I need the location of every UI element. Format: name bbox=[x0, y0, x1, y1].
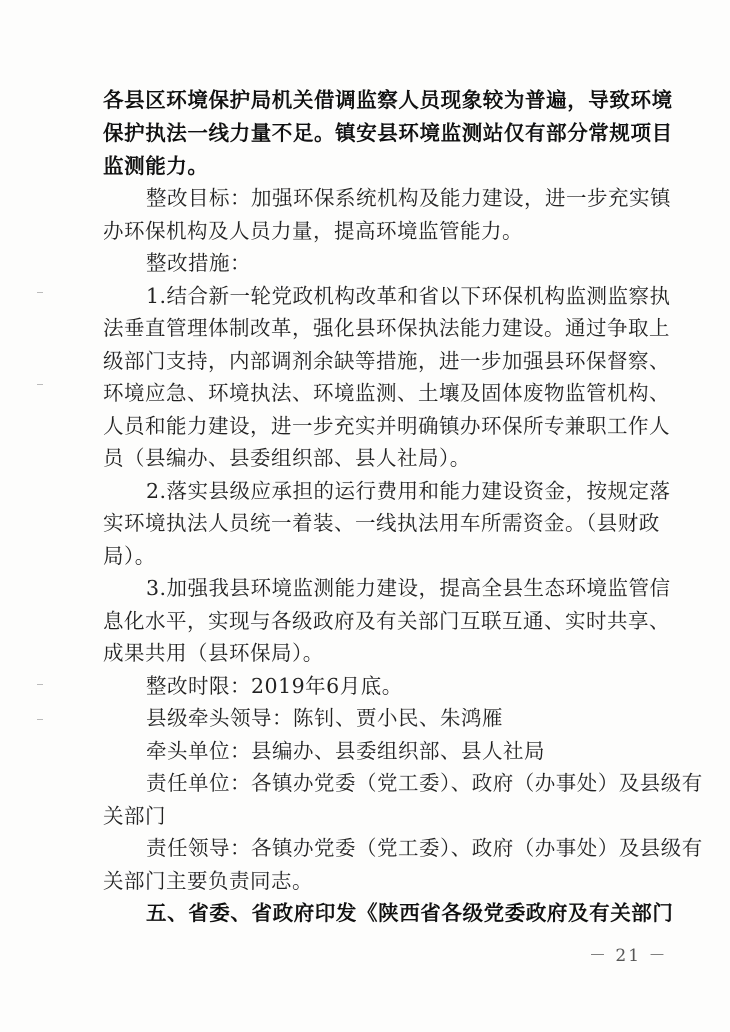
county-leaders: 县级牵头领导：陈钊、贾小民、朱鸿雁 bbox=[146, 706, 503, 730]
body-line: 监测能力。 bbox=[103, 154, 209, 178]
body-line: 保护执法一线力量不足。镇安县环境监测站仅有部分常规项目 bbox=[103, 121, 673, 145]
body-line: 息化水平，实现与各级政府及有关部门互联互通、实时共享、 bbox=[103, 609, 670, 633]
deadline: 整改时限：2019年6月底。 bbox=[146, 674, 403, 698]
body-line: 人员和能力建设，进一步充实并明确镇办环保所专兼职工作人 bbox=[103, 414, 670, 438]
body-line: 关部门 bbox=[103, 804, 166, 828]
rectification-goal: 整改目标：加强环保系统机构及能力建设，进一步充实镇 bbox=[146, 186, 671, 210]
margin-mark bbox=[37, 719, 43, 720]
body-line: 环境应急、环境执法、环境监测、土壤及固体废物监管机构、 bbox=[103, 381, 670, 405]
measure-2: 2.落实县级应承担的运行费用和能力建设资金，按规定落 bbox=[146, 479, 671, 503]
measure-1: 1.结合新一轮党政机构改革和省以下环保机构监测监察执 bbox=[146, 284, 671, 308]
body-line: 实环境执法人员统一着装、一线执法用车所需资金。（县财政 bbox=[103, 511, 660, 535]
body-line: 局）。 bbox=[103, 544, 156, 568]
body-line: 关部门主要负责同志。 bbox=[103, 869, 313, 893]
responsible-units: 责任单位：各镇办党委（党工委）、政府（办事处）及县级有 bbox=[146, 771, 703, 795]
margin-mark bbox=[37, 292, 43, 293]
body-line: 各县区环境保护局机关借调监察人员现象较为普遍，导致环境 bbox=[103, 88, 673, 112]
page-number: － 21 － bbox=[589, 946, 668, 966]
measures-heading: 整改措施： bbox=[146, 251, 251, 275]
body-line: 级部门支持，内部调剂余缺等措施，进一步加强县环保督察、 bbox=[103, 349, 670, 373]
body-line: 员（县编办、县委组织部、县人社局）。 bbox=[103, 446, 471, 470]
body-line: 法垂直管理体制改革，强化县环保执法能力建设。通过争取上 bbox=[103, 316, 670, 340]
section-heading: 五、省委、省政府印发《陕西省各级党委政府及有关部门 bbox=[146, 901, 674, 925]
body-line: 成果共用（县环保局）。 bbox=[103, 641, 324, 665]
measure-3: 3.加强我县环境监测能力建设，提高全县生态环境监管信 bbox=[146, 576, 671, 600]
body-line: 办环保机构及人员力量，提高环境监管能力。 bbox=[103, 219, 523, 243]
margin-mark bbox=[37, 384, 43, 385]
lead-units: 牵头单位：县编办、县委组织部、县人社局 bbox=[146, 739, 545, 763]
margin-mark bbox=[37, 684, 43, 685]
responsible-leaders: 责任领导：各镇办党委（党工委）、政府（办事处）及县级有 bbox=[146, 836, 703, 860]
